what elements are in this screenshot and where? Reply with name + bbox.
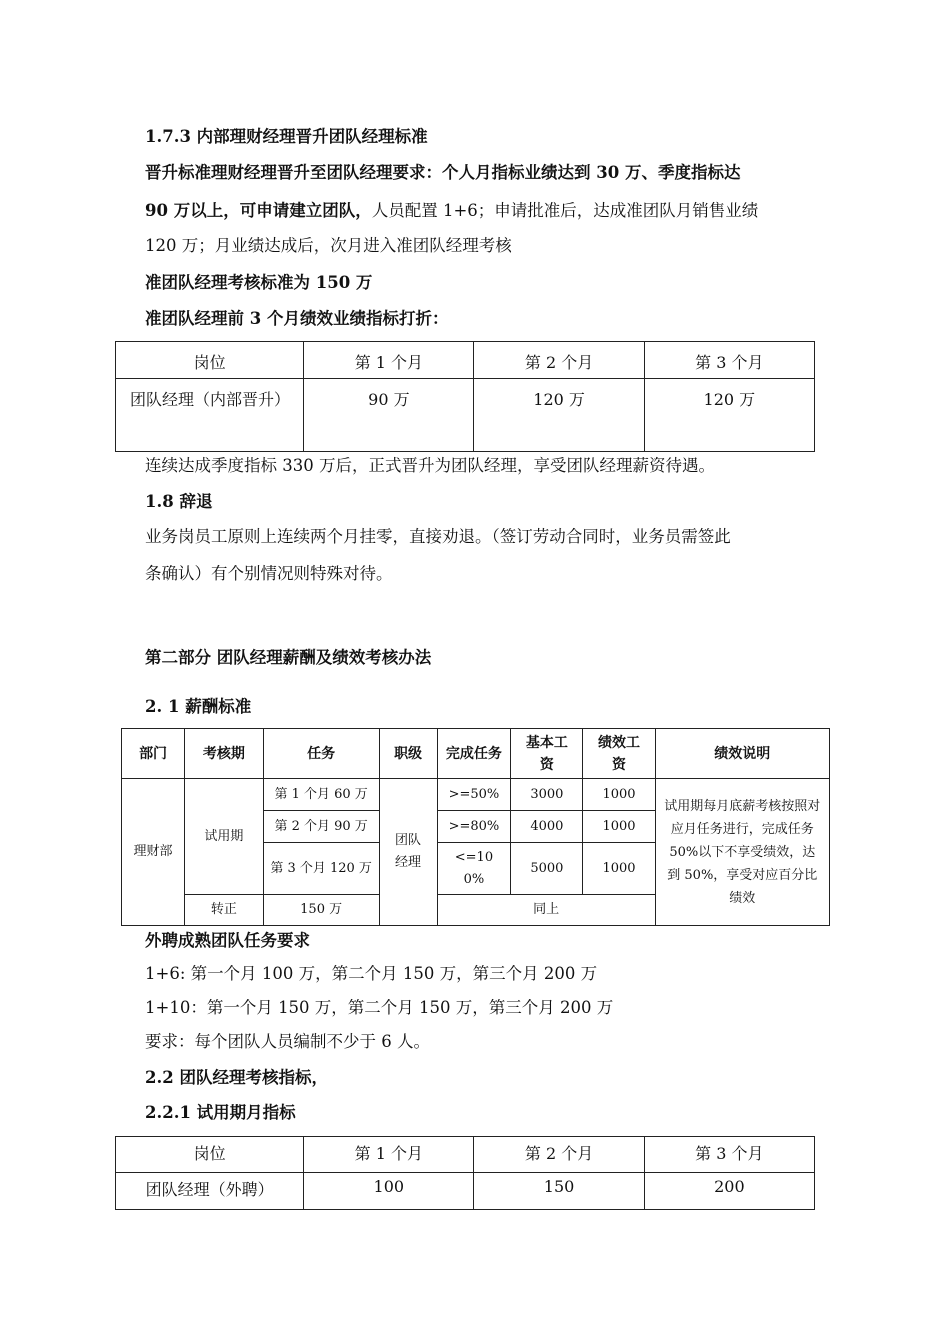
header-cell: 完成任务 xyxy=(437,729,511,779)
perf-salary-cell: 1000 xyxy=(583,779,655,811)
header-cell: 职级 xyxy=(379,729,437,779)
table-cell: 150 xyxy=(474,1173,644,1210)
paragraph-line: 准团队经理考核标准为 150 万 xyxy=(145,273,373,292)
table-cell: 120 万 xyxy=(644,379,814,452)
table-cell: 团队经理（内部晋升） xyxy=(116,379,304,452)
dept-cell: 理财部 xyxy=(122,779,185,926)
section-2-2-title: 2.2 团队经理考核指标， xyxy=(145,1068,328,1087)
paragraph-line: 1+6: 第一个月 100 万，第二个月 150 万，第三个月 200 万 xyxy=(145,964,598,983)
task-cell: 第 2 个月 90 万 xyxy=(263,811,379,843)
task-cell: 第 1 个月 60 万 xyxy=(263,779,379,811)
header-cell: 绩效工资 xyxy=(583,729,655,779)
section-2-1-title: 2. 1 薪酬标准 xyxy=(145,697,252,716)
paragraph-line: 要求：每个团队人员编制不少于 6 人。 xyxy=(145,1032,430,1051)
perf-salary-cell: 1000 xyxy=(583,811,655,843)
period-cell: 试用期 xyxy=(185,779,264,895)
header-cell: 考核期 xyxy=(185,729,264,779)
grade-cell: 团队经理 xyxy=(379,779,437,926)
header-cell: 第 1 个月 xyxy=(304,1137,474,1173)
header-cell: 第 3 个月 xyxy=(644,1137,814,1173)
paragraph-line: 1+10：第一个月 150 万，第二个月 150 万，第三个月 200 万 xyxy=(145,998,614,1017)
header-cell: 基本工资 xyxy=(511,729,583,779)
paragraph-line: 连续达成季度指标 330 万后，正式晋升为团队经理，享受团队经理薪资待遇。 xyxy=(145,456,715,475)
task-cell: 150 万 xyxy=(263,895,379,926)
header-cell: 岗位 xyxy=(116,1137,304,1173)
part-title: 团队经理薪酬及绩效考核办法 xyxy=(216,648,432,667)
completion-cell: >=50% xyxy=(437,779,511,811)
bold-text: 90 万以上，可申请建立团队， xyxy=(145,201,372,220)
header-cell: 第 3 个月 xyxy=(644,342,814,379)
paragraph-line xyxy=(145,199,758,223)
header-cell: 任务 xyxy=(263,729,379,779)
header-cell: 第 2 个月 xyxy=(474,342,644,379)
period-cell: 转正 xyxy=(185,895,264,926)
section-1-8-title: 1.8 辞退 xyxy=(145,492,213,511)
part-label: 第二部分 xyxy=(145,648,211,667)
base-salary-cell: 5000 xyxy=(511,843,583,895)
header-cell: 第 2 个月 xyxy=(474,1137,644,1173)
probation-target-table xyxy=(115,1136,815,1210)
header-cell: 岗位 xyxy=(116,342,304,379)
paragraph-line: 晋升标准理财经理晋升至团队经理要求：个人月指标业绩达到 30 万、季度指标达 xyxy=(145,163,741,182)
base-salary-cell: 4000 xyxy=(511,811,583,843)
completion-cell: >=80% xyxy=(437,811,511,843)
same-as-above-cell: 同上 xyxy=(437,895,655,926)
table-cell: 团队经理（外聘） xyxy=(116,1173,304,1210)
header-cell: 部门 xyxy=(122,729,185,779)
paragraph-line: 业务岗员工原则上连续两个月挂零，直接劝退。（签订劳动合同时，业务员需签此 xyxy=(145,527,731,546)
header-cell: 绩效说明 xyxy=(655,729,829,779)
promotion-table xyxy=(115,341,815,452)
paragraph-line: 准团队经理前 3 个月绩效业绩指标打折： xyxy=(145,309,449,328)
part-2-title xyxy=(145,646,431,670)
paragraph-line: 120 万；月业绩达成后，次月进入准团队经理考核 xyxy=(145,236,512,255)
table-cell: 90 万 xyxy=(304,379,474,452)
section-1-7-3-title: 1.7.3 内部理财经理晋升团队经理标准 xyxy=(145,127,428,146)
table-cell: 120 万 xyxy=(474,379,644,452)
table-cell: 100 xyxy=(304,1173,474,1210)
salary-table xyxy=(121,728,830,926)
paragraph-line: 条确认）有个别情况则特殊对待。 xyxy=(145,564,393,583)
perf-note-cell: 试用期每月底薪考核按照对应月任务进行，完成任务 50%以下不享受绩效，达到 50%，享受对应百分比绩效 xyxy=(655,779,829,926)
perf-salary-cell: 1000 xyxy=(583,843,655,895)
completion-cell: <=100% xyxy=(437,843,511,895)
base-salary-cell: 3000 xyxy=(511,779,583,811)
external-team-title: 外聘成熟团队任务要求 xyxy=(145,931,310,950)
task-cell: 第 3 个月 120 万 xyxy=(263,843,379,895)
header-cell: 第 1 个月 xyxy=(304,342,474,379)
section-2-2-1-title: 2.2.1 试用期月指标 xyxy=(145,1103,296,1122)
plain-text: 人员配置 1+6；申请批准后，达成准团队月销售业绩 xyxy=(371,201,759,220)
table-cell: 200 xyxy=(644,1173,814,1210)
